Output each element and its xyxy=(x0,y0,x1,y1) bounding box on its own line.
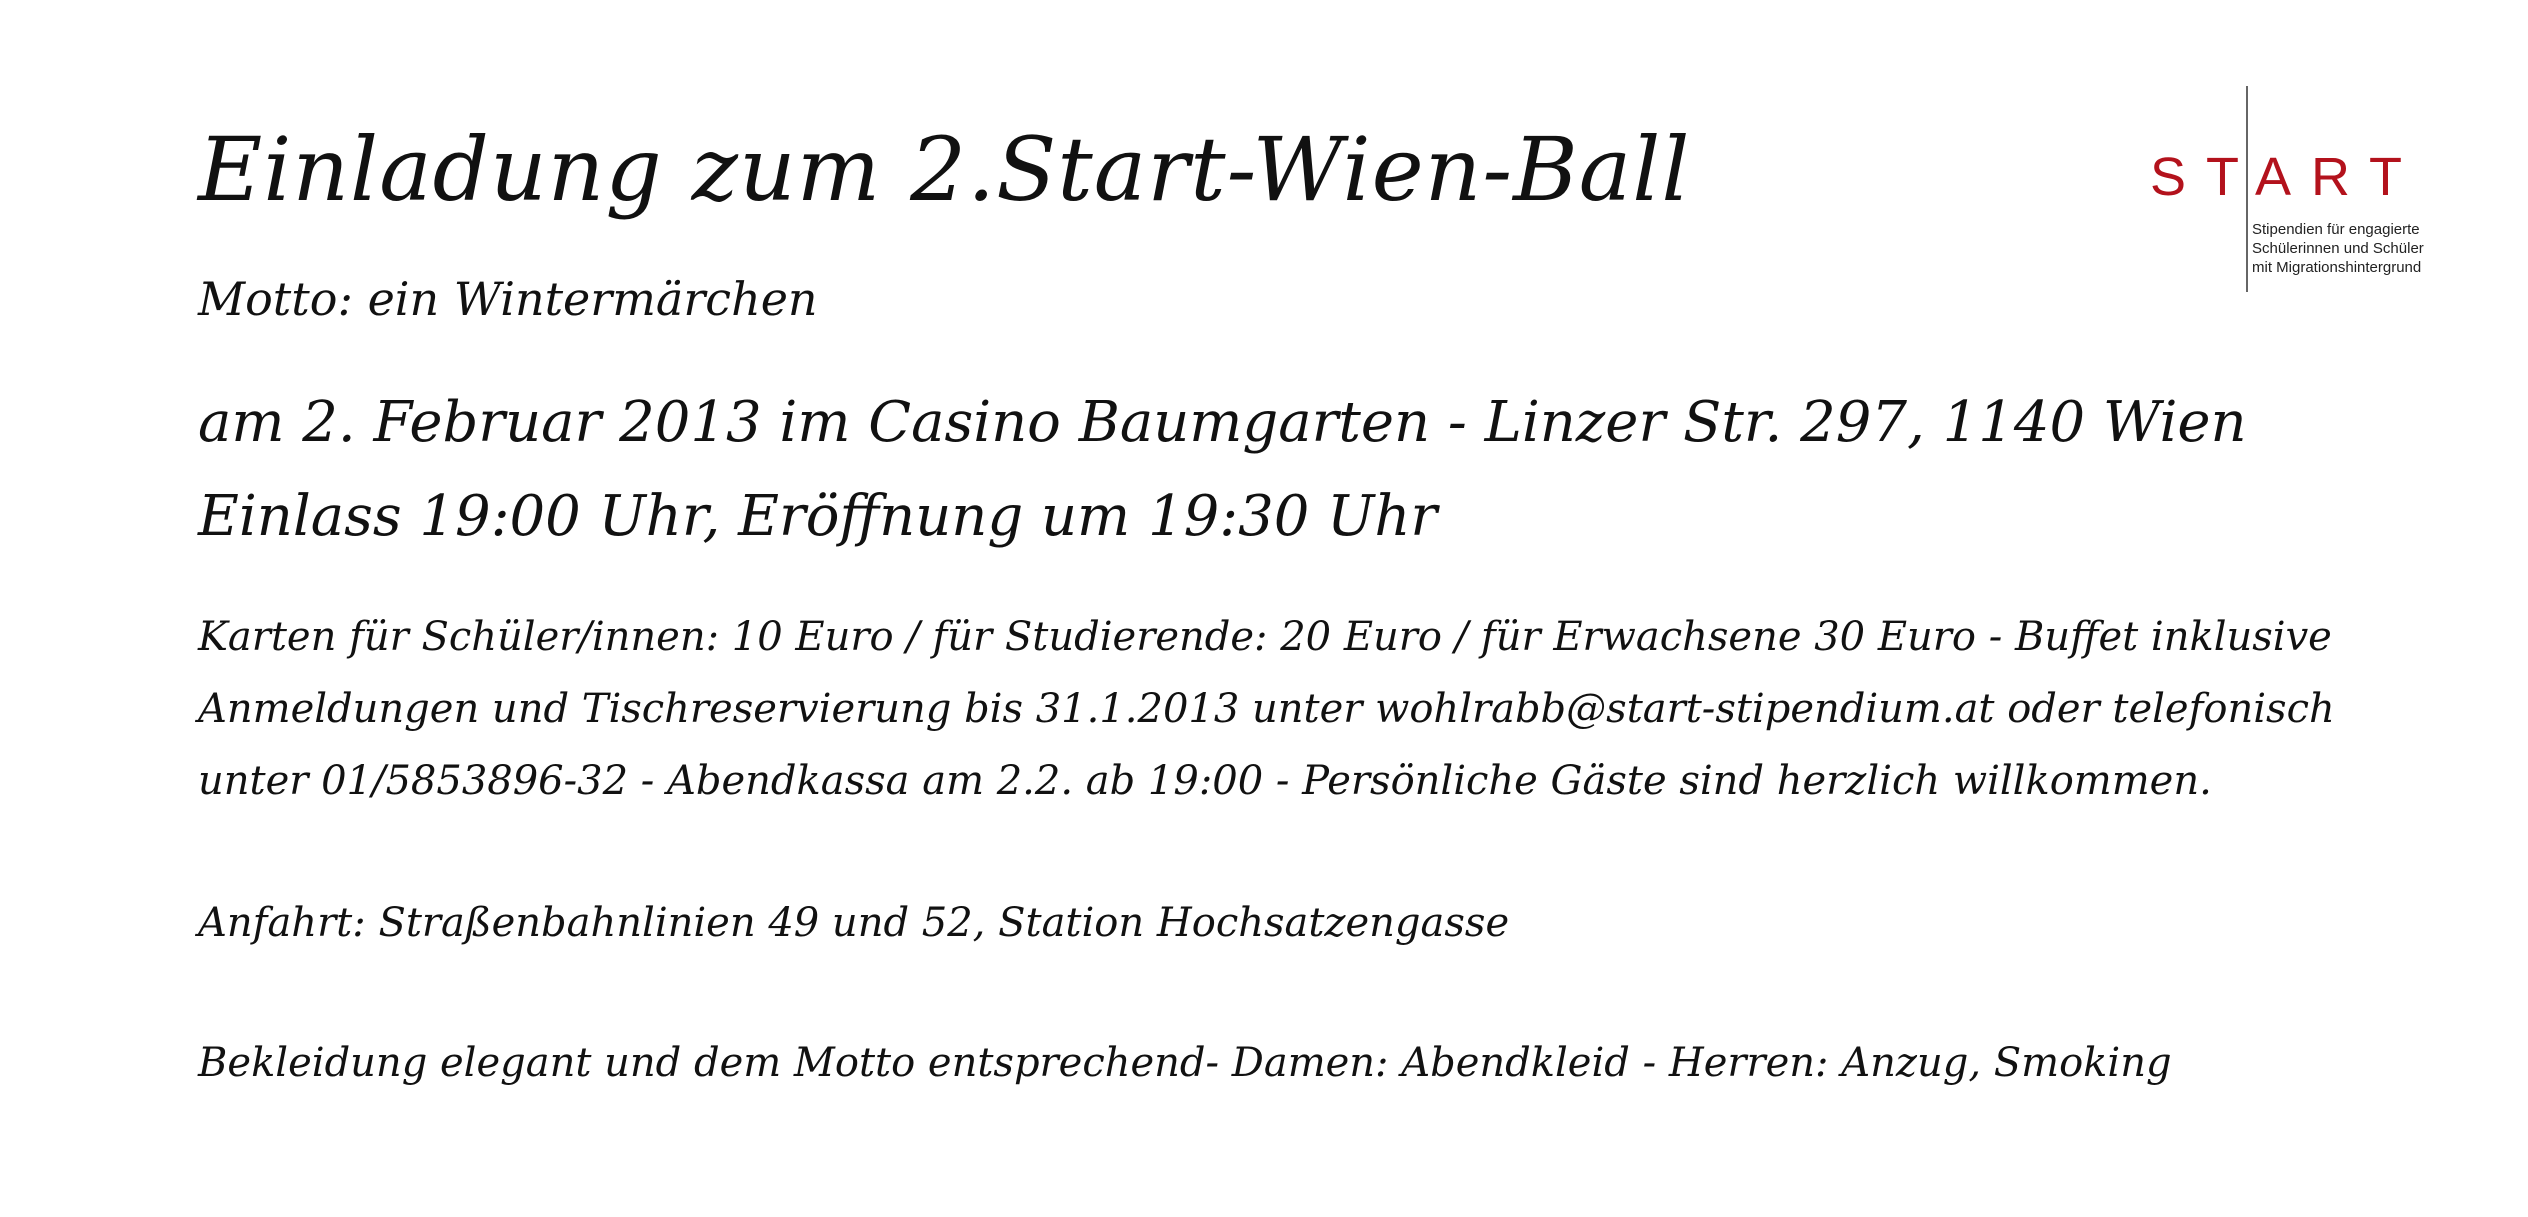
times-line: Einlass 19:00 Uhr, Eröffnung um 19:30 Uhr xyxy=(198,484,1438,549)
registration-line: Anmeldungen und Tischreservierung bis 31.1.2013 unter wohlrabb@start-stipendium.at oder telefonisch xyxy=(198,686,2335,732)
phone-box-office-line: unter 01/5853896-32 - Abendkassa am 2.2. ab 19:00 - Persönliche Gäste sind herzlich willkommen. xyxy=(198,758,2212,804)
logo-tagline xyxy=(2252,220,2424,277)
dress-code-line: Bekleidung elegant und dem Motto entsprechend- Damen: Abendkleid - Herren: Anzug, Smoking xyxy=(198,1040,2172,1086)
motto-line: Motto: ein Wintermärchen xyxy=(198,272,818,326)
date-location-line: am 2. Februar 2013 im Casino Baumgarten - Linzer Str. 297, 1140 Wien xyxy=(198,390,2247,455)
directions-line: Anfahrt: Straßenbahnlinien 49 und 52, Station Hochsatzengasse xyxy=(198,900,1510,946)
logo-wordmark: START xyxy=(2150,147,2423,207)
logo-tagline-line: Schülerinnen und Schüler xyxy=(2252,240,2424,257)
start-logo xyxy=(2150,86,2490,296)
ticket-prices-line: Karten für Schüler/innen: 10 Euro / für Studierende: 20 Euro / für Erwachsene 30 Euro - Buffet inklusive xyxy=(198,614,2332,660)
logo-tagline-line: mit Migrationshintergrund xyxy=(2252,259,2422,276)
invitation-title: Einladung zum 2.Start-Wien-Ball xyxy=(198,118,1691,221)
logo-tagline-line: Stipendien für engagierte xyxy=(2252,221,2420,238)
